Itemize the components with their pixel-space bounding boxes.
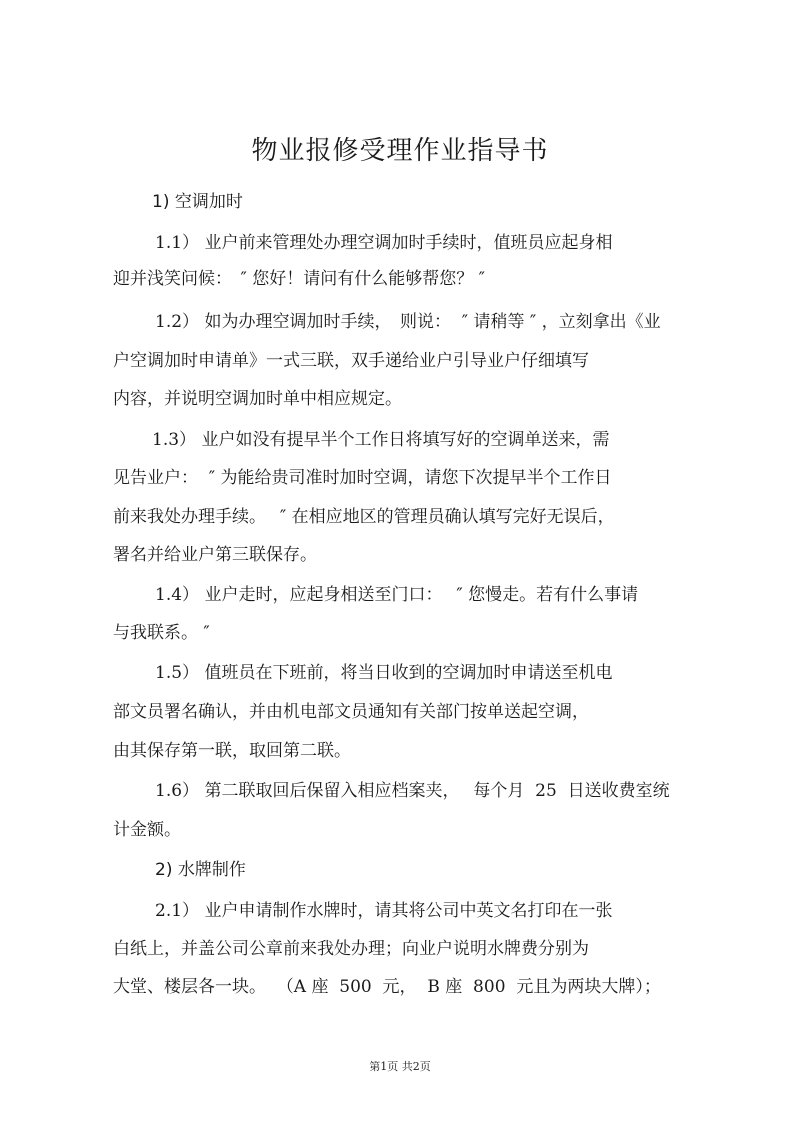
paragraph-line: 由其保存第一联，取回第二联。 [113,741,351,761]
paragraph-line: 1.6） 第二联取回后保留入相应档案夹， 每个月 25 日送收费室统 [155,781,670,801]
paragraph-line: 与我联系。 ″ [113,623,210,643]
paragraph-line: 1.5） 值班员在下班前，将当日收到的空调加时申请送至机电 [155,663,613,683]
paragraph-line: 大堂、楼层各一块。 （A 座 500 元， B 座 800 元且为两块大牌）； [113,977,661,997]
paragraph-line: 署名并给业户第三联保存。 [113,545,317,565]
paragraph-line: 白纸上，并盖公司公章前来我处办理；向业户说明水牌费分别为 [113,939,589,959]
page-number-footer: 第1页 共2页 [369,1060,431,1073]
document-title: 物业报修受理作业指导书 [251,136,549,166]
paragraph-line: 1.4） 业户走时，应起身相送至门口： ″ 您慢走。若有什么事请 [155,585,639,605]
paragraph-line: 内容，并说明空调加时单中相应规定。 [113,389,402,409]
paragraph-line: 前来我处办理手续。 ″ 在相应地区的管理员确认填写完好无误后， [113,507,615,527]
paragraph-line: 2.1） 业户申请制作水牌时，请其将公司中英文名打印在一张 [155,901,613,921]
section-heading-water-sign: 2) 水牌制作 [155,860,246,880]
paragraph-line: 见告业户： ″ 为能给贵司准时加时空调，请您下次提早半个工作日 [113,468,612,488]
paragraph-line: 部文员署名确认，并由机电部文员通知有关部门按单送起空调， [113,702,589,722]
paragraph-line: 计金额。 [113,820,181,840]
section-heading-aircon: 1) 空调加时 [152,192,243,212]
paragraph-line: 1.2） 如为办理空调加时手续， 则说： ″ 请稍等 ″ ，立刻拿出《业 [155,312,661,332]
paragraph-line: 1.3） 业户如没有提早半个工作日将填写好的空调单送来，需 [152,430,610,450]
paragraph-line: 1.1） 业户前来管理处办理空调加时手续时，值班员应起身相 [155,233,613,253]
paragraph-line: 户空调加时申请单》一式三联，双手递给业户引导业户仔细填写 [113,351,589,371]
paragraph-line: 迎并浅笑问候： ″ 您好！请问有什么能够帮您？ ″ [113,269,486,289]
